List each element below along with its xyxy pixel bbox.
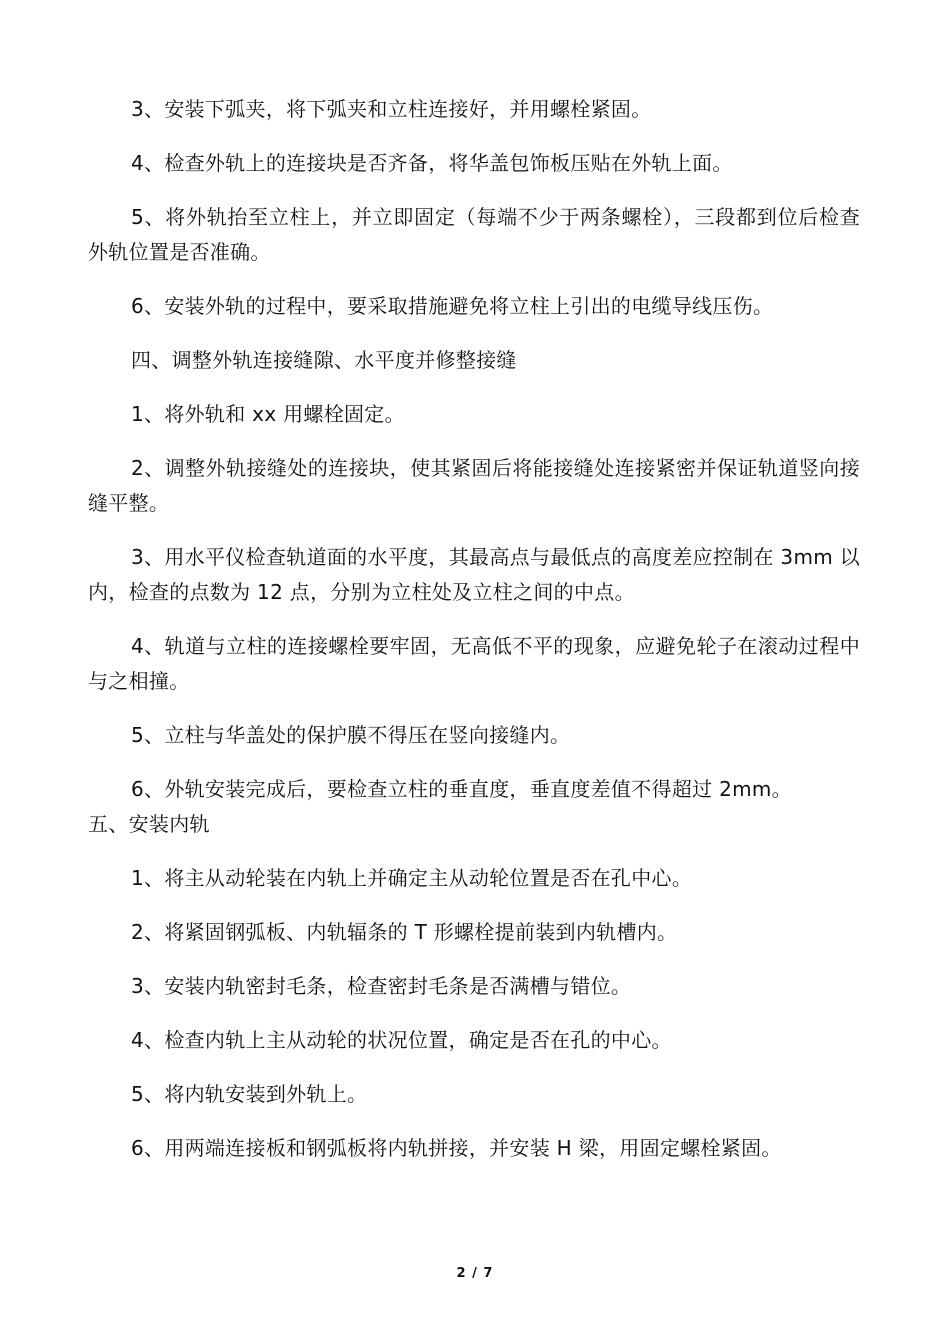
step-adjust-joint-blocks: 2、调整外轨接缝处的连接块，使其紧固后将能接缝处连接紧密并保证轨道竖向接缝平整。	[88, 456, 860, 515]
step-preinstall-t-bolts: 2、将紧固钢弧板、内轨辐条的 T 形螺栓提前装到内轨槽内。	[131, 920, 678, 944]
step-mount-drive-wheels: 1、将主从动轮装在内轨上并确定主从动轮位置是否在孔中心。	[131, 866, 693, 890]
step-protect-cables: 6、安装外轨的过程中，要采取措施避免将立柱上引出的电缆导线压伤。	[131, 294, 774, 318]
step-splice-inner-rail: 6、用两端连接板和钢弧板将内轨拼接，并安装 H 梁，用固定螺栓紧固。	[131, 1136, 782, 1160]
step-level-check: 3、用水平仪检查轨道面的水平度，其最高点与最低点的高度差应控制在 3mm 以内，检查的点数为 12 点，分别为立柱处及立柱之间的中点。	[88, 545, 860, 604]
step-install-seal-strip: 3、安装内轨密封毛条，检查密封毛条是否满槽与错位。	[131, 974, 632, 998]
section-heading-adjust-outer-rail: 四、调整外轨连接缝隙、水平度并修整接缝	[131, 348, 517, 372]
document-body	[88, 92, 860, 1185]
step-verticality-check: 6、外轨安装完成后，要检查立柱的垂直度，垂直度差值不得超过 2mm。	[131, 777, 792, 801]
step-install-lower-arc-clamp: 3、安装下弧夹，将下弧夹和立柱连接好，并用螺栓紧固。	[131, 97, 652, 121]
page-number: 2 / 7	[456, 1266, 494, 1281]
step-lift-outer-rail: 5、将外轨抬至立柱上，并立即固定（每端不少于两条螺栓），三段都到位后检查外轨位置是否准确。	[88, 205, 860, 264]
step-fix-outer-rail: 1、将外轨和 xx 用螺栓固定。	[131, 402, 405, 426]
step-protective-film: 5、立柱与华盖处的保护膜不得压在竖向接缝内。	[131, 723, 571, 747]
step-bolt-tightness: 4、轨道与立柱的连接螺栓要牢固，无高低不平的现象，应避免轮子在滚动过程中与之相撞。	[88, 634, 860, 693]
step-check-outer-rail-connectors: 4、检查外轨上的连接块是否齐备，将华盖包饰板压贴在外轨上面。	[131, 151, 733, 175]
step-install-inner-rail: 5、将内轨安装到外轨上。	[131, 1082, 368, 1106]
step-check-wheel-position: 4、检查内轨上主从动轮的状况位置，确定是否在孔的中心。	[131, 1028, 672, 1052]
section-heading-install-inner-rail: 五、安装内轨	[88, 812, 210, 836]
